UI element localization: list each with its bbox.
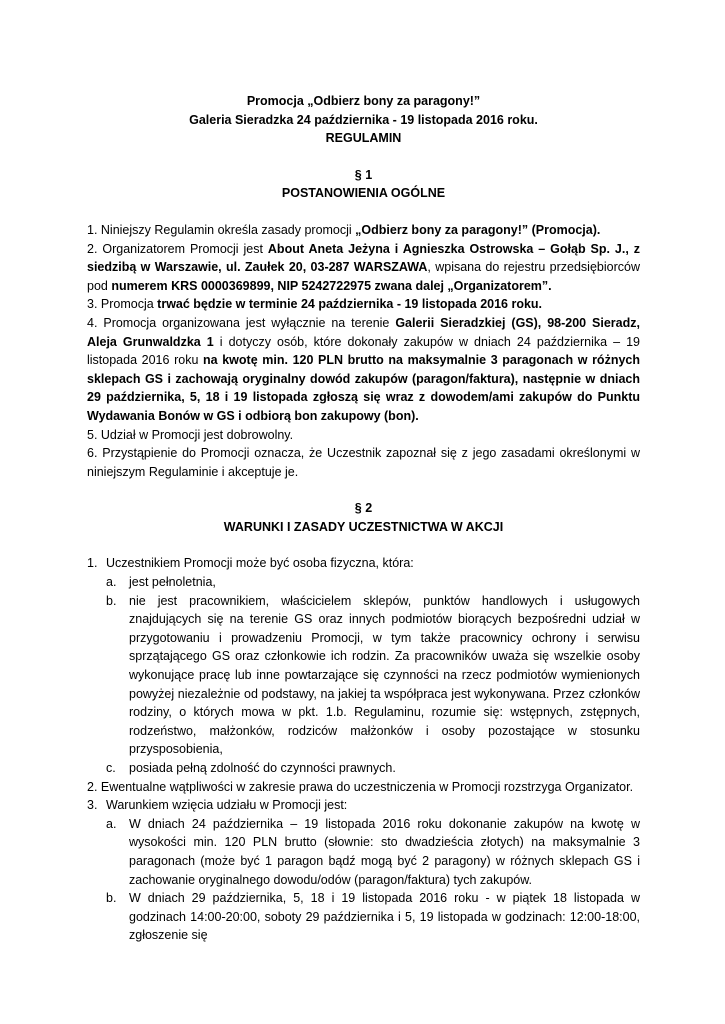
s2-item-1a: a. jest pełnoletnia, bbox=[106, 575, 216, 590]
s2-item-1: 1. Uczestnikiem Promocji może być osoba fizyczna, która: bbox=[87, 556, 414, 571]
s1-paragraph-3: 3. Promocja trwać będzie w terminie 24 października - 19 listopada 2016 roku. bbox=[87, 297, 543, 312]
section-1-title: POSTANOWIENIA OGÓLNE bbox=[281, 186, 446, 201]
s2-item-3b: b. W dniach 29 października, 5, 18 i 19 listopada 2016 roku - w piątek 18 listopada w godzinach 14:00-20:00, soboty 29 października i 5, 19 listopada w godzinach: 12:00-18:00, zgłoszenie się bbox=[106, 891, 640, 943]
s1-paragraph-6: 6. Przystąpienie do Promocji oznacza, że Uczestnik zapoznał się z jego zasadami określonymi w niniejszym Regulaminie i akceptuje je. bbox=[87, 446, 640, 479]
section-2-number: § 2 bbox=[354, 501, 373, 516]
s2-item-3a: a. W dniach 24 października – 19 listopada 2016 roku dokonanie zakupów na kwotę w wysokości min. 120 PLN brutto (słownie: sto dwadzieścia złotych) na maksymalnie 3 paragonach (może być 1 paragon bądź mogą być 2 paragony) w różnych sklepach GS i zachowanie oryginalnego dowodu/odów (paragon/faktura) tych zakupów. bbox=[106, 816, 640, 887]
document-page bbox=[87, 92, 640, 945]
s1-paragraph-2: 2. Organizatorem Promocji jest About Aneta Jeżyna i Agnieszka Ostrowska – Gołąb Sp. J., z siedzibą w Warszawie, ul. Zaułek 20, 03-287 WARSZAWA, wpisana do rejestru przedsiębiorców pod numerem KRS 0000369899, NIP 5242722975 zwana dalej „Organizatorem”. bbox=[87, 241, 640, 293]
promo-title: Promocja „Odbierz bony za paragony!” bbox=[246, 94, 481, 108]
promo-subtitle: Galeria Sieradzka 24 października - 19 listopada 2016 roku. bbox=[189, 112, 538, 127]
s1-paragraph-4: 4. Promocja organizowana jest wyłącznie na terenie Galerii Sieradzkiej (GS), 98-200 Sieradz, Aleja Grunwaldzka 1 i dotyczy osób, które dokonały zakupów w dniach 24 października – 19 listopada 2016 roku na kwotę min. 120 PLN brutto na maksymalnie 3 paragonach w różnych sklepach GS i zachowają oryginalny dowód zakupów (paragon/faktura), następnie w dniach 29 października, 5, 18 i 19 listopada zgłoszą się wraz z dowodem/ami zakupów do Punktu Wydawania Bonów w GS i odbiorą bon zakupowy (bon). bbox=[87, 315, 640, 423]
s1-paragraph-1: 1. Niniejszy Regulamin określa zasady promocji „Odbierz bony za paragony!” (Promocja). bbox=[87, 222, 601, 237]
s2-item-2: 2. Ewentualne wątpliwości w zakresie prawa do uczestniczenia w Promocji rozstrzyga Organizator. bbox=[87, 779, 634, 794]
section-2-title: WARUNKI I ZASADY UCZESTNICTWA W AKCJI bbox=[223, 519, 504, 534]
s2-item-1c: c. posiada pełną zdolność do czynności prawnych. bbox=[106, 761, 396, 775]
s1-paragraph-5: 5. Udział w Promocji jest dobrowolny. bbox=[87, 427, 294, 442]
s2-item-1b: b. nie jest pracownikiem, właścicielem sklepów, punktów handlowych i usługowych znajdujących się na terenie GS oraz innych podmiotów biorących bezpośredni udział w przygotowaniu i prowadzeniu Promocji, w tym także pracownicy ochrony i serwisu sprzątającego GS oraz członkowie ich rodzin. Za pracowników uważa się wszelkie osoby wykonujące pracę lub inne powtarzające się czynności na rzecz podmiotów wymienionych powyżej niezależnie od podstawy, na jakiej ta współpraca jest wykonywana. Przez członków rodziny, o których mowa w pkt. 1.b. Regulaminu, rozumie się: wstępnych, zstępnych, rodzeństwo, małżonków, rodziców małżonków i osoby pozostające w stosunku przysposobienia, bbox=[106, 593, 640, 757]
s2-item-3: 3. Warunkiem wzięcia udziału w Promocji jest: bbox=[87, 798, 348, 813]
section-1-number: § 1 bbox=[354, 167, 373, 182]
document-type: REGULAMIN bbox=[325, 131, 402, 146]
